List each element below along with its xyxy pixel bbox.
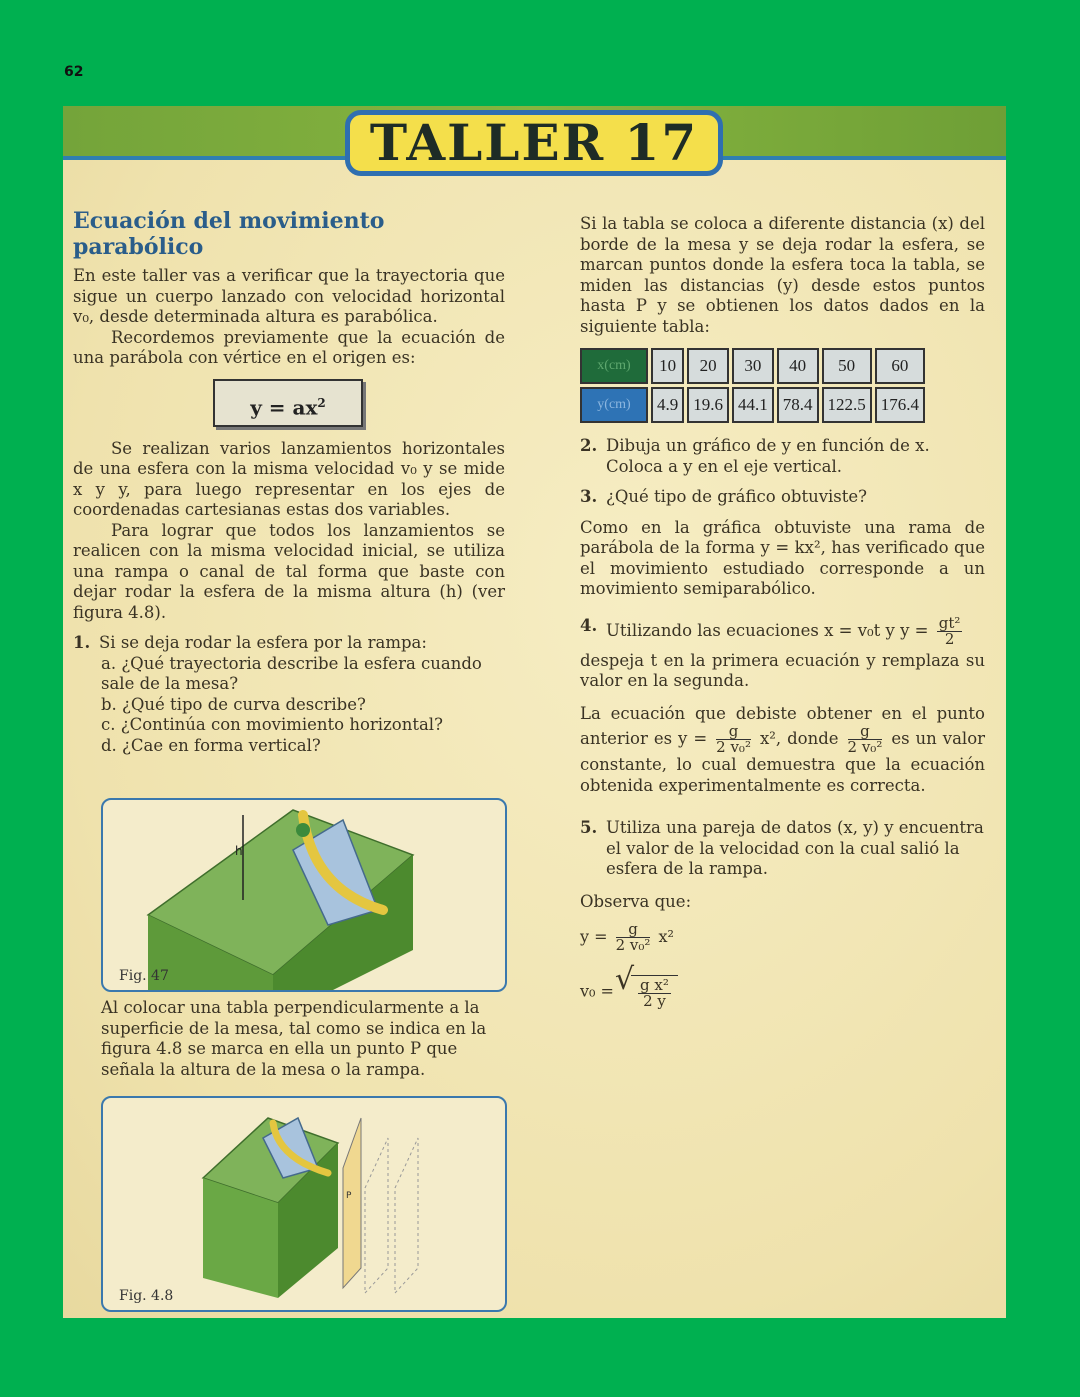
height-label: h bbox=[235, 844, 243, 858]
list-item: c. ¿Continúa con movimiento horizontal? bbox=[101, 715, 443, 734]
worksheet-page bbox=[63, 106, 1006, 1318]
gt2-fraction bbox=[937, 613, 963, 648]
table-cell: 176.4 bbox=[875, 387, 925, 423]
fraction-numerator: g bbox=[716, 724, 751, 740]
equation-lhs: v₀ = bbox=[580, 981, 614, 1001]
result-es-text: es bbox=[891, 729, 910, 748]
question-text bbox=[606, 613, 965, 648]
list-item: a. ¿Qué trayectoria describe la esfera cuando sale de la mesa? bbox=[101, 653, 482, 693]
table-cell: 122.5 bbox=[822, 387, 872, 423]
equation-fraction bbox=[616, 922, 651, 953]
equation-lhs: y = bbox=[580, 927, 608, 946]
table-header-x: x(cm) bbox=[580, 348, 648, 384]
equation-y bbox=[580, 922, 985, 953]
table-cell: 4.9 bbox=[651, 387, 684, 423]
fraction-denominator: 2 bbox=[944, 629, 955, 648]
constant-fraction bbox=[848, 724, 883, 755]
table-cell: 50 bbox=[822, 348, 872, 384]
table-cell: 30 bbox=[732, 348, 774, 384]
observe-label: Observa que: bbox=[580, 891, 692, 911]
page-title: TALLER 17 bbox=[345, 110, 723, 176]
figure-4-7 bbox=[101, 798, 507, 992]
question-5 bbox=[580, 818, 985, 880]
question-2 bbox=[580, 436, 985, 477]
question-4-instruction: despeja t en la primera ecuación y remplaza su valor en la segunda. bbox=[580, 650, 985, 690]
question-text: Si se deja rodar la esfera por la rampa: bbox=[99, 633, 427, 652]
question-number: 3. bbox=[580, 487, 598, 506]
fraction-denominator: 2 y bbox=[643, 992, 666, 1010]
result-start-text: La ecuación que debiste obtener en el punto anterior es y = bbox=[580, 703, 985, 748]
table-cell: 19.6 bbox=[687, 387, 729, 423]
table-cell: 78.4 bbox=[777, 387, 819, 423]
table-cell: 44.1 bbox=[732, 387, 774, 423]
fraction-numerator: √ g x² bbox=[640, 976, 669, 994]
square-root bbox=[631, 975, 678, 1009]
question-number: 4. bbox=[580, 615, 598, 635]
table-row bbox=[580, 348, 925, 384]
ramp-paragraph: Para lograr que todos los lanzamientos se realicen con la misma velocidad inicial, se utiliza una rampa o canal de tal forma que baste con dejar rodar la esfera de la misma altura (h) (ver figura 4.8). bbox=[73, 520, 505, 622]
question-text: Dibuja un gráfico de y en función de x. Coloca a y en el eje vertical. bbox=[606, 436, 930, 476]
question-4 bbox=[580, 613, 985, 648]
fraction-numerator: gt² bbox=[938, 613, 961, 632]
question-text: Utiliza una pareja de datos (x, y) y encuentra el valor de la velocidad con la cual salió la esfera de la rampa. bbox=[606, 818, 984, 878]
figure-4-8 bbox=[101, 1096, 507, 1312]
equation-v0 bbox=[580, 975, 985, 1009]
list-item: b. ¿Qué tipo de curva describe? bbox=[101, 694, 366, 714]
question-number: 1. bbox=[73, 633, 91, 652]
table-cell: 20 bbox=[687, 348, 729, 384]
board-illustration bbox=[103, 1098, 505, 1310]
ball bbox=[296, 823, 310, 837]
table-cell: 40 bbox=[777, 348, 819, 384]
fraction-denominator: 2 v₀² bbox=[716, 738, 751, 756]
q4-start-text: Utilizando las ecuaciones x = v₀t y y = bbox=[606, 620, 929, 640]
table-header-y: y(cm) bbox=[580, 387, 648, 423]
intro-paragraph: En este taller vas a verificar que la trayectoria que sigue un cuerpo lanzado con velocidad horizontal v₀, desde determinada altura es parabólica. bbox=[73, 266, 505, 326]
table-cell: 60 bbox=[875, 348, 925, 384]
question-1 bbox=[73, 633, 505, 654]
figure-caption: Fig. 4.8 bbox=[119, 1288, 174, 1304]
question-1-subitems bbox=[101, 654, 505, 757]
left-column bbox=[73, 208, 505, 756]
table-intro-paragraph: Si la tabla se coloca a diferente distancia (x) del borde de la mesa y se deja rodar la esfera, se marcan puntos donde la esfera toca la tabla, se miden las distancias (y) desde estos puntos hasta P y se obtienen los datos dados en la siguiente tabla: bbox=[580, 214, 985, 336]
section-heading: Ecuación del movimiento parabólico bbox=[73, 208, 385, 260]
recall-paragraph: Recordemos previamente que la ecuación de una parábola con vértice en el origen es: bbox=[73, 327, 505, 367]
board-paragraph: Al colocar una tabla perpendicularmente a la superficie de la mesa, tal como se indica en la figura 4.8 se marca en ella un punto P que señala la altura de la mesa o la rampa. bbox=[101, 998, 487, 1079]
fraction-numerator: g bbox=[848, 724, 883, 740]
question-number: 2. bbox=[580, 436, 598, 455]
question-3 bbox=[580, 487, 985, 508]
board-position-3 bbox=[395, 1138, 418, 1293]
data-table bbox=[577, 345, 928, 426]
fraction-denominator: 2 v₀² bbox=[615, 936, 651, 954]
vertical-board bbox=[343, 1118, 361, 1288]
g-over-2v0-fraction bbox=[716, 724, 751, 755]
formula-exponent: 2 bbox=[317, 395, 326, 410]
right-column bbox=[580, 214, 985, 1009]
table-row bbox=[580, 387, 925, 423]
point-p-label: P bbox=[346, 1191, 352, 1201]
list-item: d. ¿Cae en forma vertical? bbox=[101, 735, 321, 755]
fraction-denominator: 2 v₀² bbox=[847, 738, 883, 756]
formula-text: y = ax bbox=[250, 395, 318, 420]
ramp-on-table-illustration bbox=[103, 800, 505, 990]
question-4-result bbox=[580, 704, 985, 797]
fraction-numerator: g bbox=[616, 922, 651, 938]
question-3-answer: Como en la gráfica obtuviste una rama de parábola de la forma y = kx², has verificado que el movimiento estudiado corresponde a un movimiento semiparabólico. bbox=[580, 517, 985, 598]
figure-caption: Fig. 47 bbox=[119, 968, 169, 984]
equation-fraction bbox=[638, 978, 671, 1009]
result-mid-text: x², donde bbox=[759, 729, 839, 748]
equation-rhs: x² bbox=[658, 927, 674, 946]
launch-paragraph: Se realizan varios lanzamientos horizontales de una esfera con la misma velocidad v₀ y se mide x y y, para luego representar en los ejes de coordenadas cartesianas estas dos variables. bbox=[73, 438, 505, 519]
board-position-2 bbox=[365, 1138, 388, 1293]
table-cell: 10 bbox=[651, 348, 684, 384]
page-number: 62 bbox=[64, 64, 84, 80]
question-text: ¿Qué tipo de gráfico obtuviste? bbox=[606, 487, 868, 506]
question-number: 5. bbox=[580, 818, 598, 837]
result-end-text: un valor constante, lo cual demuestra que la ecuación obtenida experimentalmente es correcta. bbox=[580, 729, 986, 795]
parabola-formula bbox=[213, 379, 363, 427]
